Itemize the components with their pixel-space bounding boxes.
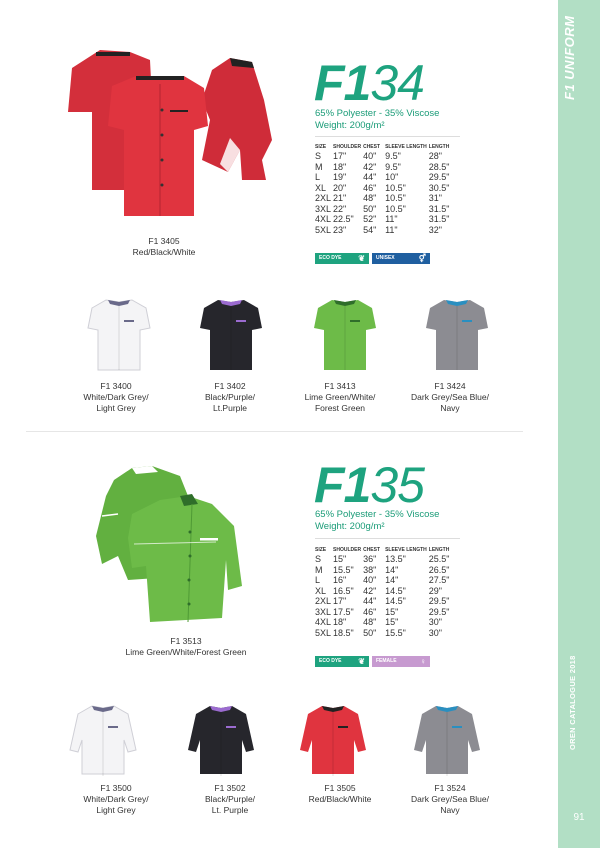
variant-caption xyxy=(282,783,398,805)
size-table-cell: 4XL xyxy=(315,617,332,627)
unisex-icon: ⚥ xyxy=(418,254,426,263)
product-code: F1 3505 xyxy=(324,783,356,793)
size-table-cell: 14.5" xyxy=(385,585,406,596)
size-table-row xyxy=(315,162,455,173)
variant-shirt-image xyxy=(186,700,256,780)
product-colors: Lime Green/White/ xyxy=(304,392,376,402)
size-table-cell: 14" xyxy=(385,564,399,575)
badge-eco-dye xyxy=(315,253,369,264)
variant-shirt-image xyxy=(298,700,368,780)
size-table-row xyxy=(315,575,455,586)
size-table-cell: 42" xyxy=(363,161,377,172)
size-table-row xyxy=(315,151,455,162)
size-table-header: SLEEVE LENGTH xyxy=(385,547,427,553)
size-table-cell: 15.5" xyxy=(333,564,354,575)
size-table-header: SHOULDER xyxy=(333,547,362,553)
product-colors: Navy xyxy=(440,805,460,815)
size-table-cell: 5XL xyxy=(315,627,332,638)
weight-text: Weight: 200g/m² xyxy=(315,119,385,131)
size-table-cell: 31.5" xyxy=(428,214,450,224)
leaf-icon: ❦ xyxy=(358,657,365,666)
divider xyxy=(315,136,460,137)
size-table-cell: 32" xyxy=(428,224,442,235)
size-table-cell: 14" xyxy=(385,575,399,585)
product-colors: Dark Grey/Sea Blue/ xyxy=(411,794,489,804)
product-code: F1 3513 xyxy=(170,636,202,646)
size-table-cell: 28" xyxy=(428,151,442,161)
size-table-cell: 54" xyxy=(363,224,377,235)
size-table-cell: 16" xyxy=(333,575,347,585)
size-table-cell: 15" xyxy=(385,606,399,617)
size-table-cell: S xyxy=(315,554,322,564)
size-table-cell: 23" xyxy=(333,224,347,235)
size-table-cell: 40" xyxy=(363,575,377,585)
leaf-icon: ❦ xyxy=(358,254,365,263)
size-table-row xyxy=(315,565,455,576)
size-table-cell: 50" xyxy=(363,203,377,214)
size-table-row xyxy=(315,183,455,194)
product-colors: Black/Purple/ xyxy=(204,794,256,804)
badge-label: ECO DYE xyxy=(319,658,342,664)
product-code: F1 3500 xyxy=(100,783,132,793)
size-table-cell: 30.5" xyxy=(428,182,450,193)
material-text: 65% Polyester - 35% Viscose xyxy=(315,108,440,119)
badge-eco-dye xyxy=(315,656,369,667)
variant-shirt-image xyxy=(68,700,138,780)
size-table-cell: 9.5" xyxy=(385,161,401,172)
product-colors: Forest Green xyxy=(314,403,366,413)
model-title-f134 xyxy=(314,55,424,111)
divider xyxy=(315,538,460,539)
size-table-cell: 10.5" xyxy=(385,193,406,203)
size-table-header: CHEST xyxy=(363,547,381,553)
size-table-cell: 30" xyxy=(428,627,442,638)
size-table-cell: 28.5" xyxy=(428,161,450,172)
size-table-cell: 17" xyxy=(333,596,347,606)
product-colors: White/Dark Grey/ xyxy=(83,392,149,402)
product-colors: Light Grey xyxy=(96,805,136,815)
product-colors: Lime Green/White/Forest Green xyxy=(125,647,247,657)
size-table-header: LENGTH xyxy=(428,547,450,553)
sidebar-title: F1 UNIFORM xyxy=(562,16,577,101)
size-table-cell: 25.5" xyxy=(428,554,450,564)
hero-caption-f13405 xyxy=(104,236,224,258)
size-table-cell: 48" xyxy=(363,193,377,203)
size-table-cell: 36" xyxy=(363,554,377,564)
size-table-cell: 10" xyxy=(385,172,399,182)
size-table-cell: 26.5" xyxy=(428,564,450,575)
size-table-header: CHEST xyxy=(363,144,381,150)
size-table-cell: 9.5" xyxy=(385,151,401,161)
product-code: F1 3402 xyxy=(214,381,246,391)
size-table-cell: 15" xyxy=(333,554,347,564)
product-colors: Light Grey xyxy=(96,403,136,413)
size-table-cell: L xyxy=(315,172,321,182)
product-code: F1 3413 xyxy=(324,381,356,391)
product-colors: Lt. Purple xyxy=(211,805,249,815)
variant-caption xyxy=(58,381,174,414)
product-colors: Lt.Purple xyxy=(212,403,248,413)
size-table-cell: 18" xyxy=(333,161,347,172)
size-table-cell: XL xyxy=(315,182,327,193)
size-table-header: SIZE xyxy=(315,547,327,553)
weight-text: Weight: 200g/m² xyxy=(315,520,385,532)
product-code: F1 3405 xyxy=(148,236,180,246)
variant-caption xyxy=(392,381,508,414)
size-table-row xyxy=(315,596,455,607)
size-table-row xyxy=(315,225,455,236)
model-title-f135 xyxy=(314,457,424,513)
size-table-cell: 22" xyxy=(333,203,347,214)
product-colors: Red/Black/White xyxy=(132,247,196,257)
variant-caption xyxy=(58,783,174,816)
product-colors: Black/Purple/ xyxy=(204,392,256,402)
size-table-cell: 20" xyxy=(333,182,347,193)
product-colors: Red/Black/White xyxy=(308,794,372,804)
size-table-row xyxy=(315,214,455,225)
sidebar-catalogue: OREN CATALOGUE 2018 xyxy=(568,655,577,750)
size-table-row xyxy=(315,628,455,639)
variant-shirt-image xyxy=(84,294,154,374)
product-code: F1 3400 xyxy=(100,381,132,391)
size-table-cell: 22.5" xyxy=(333,214,354,224)
size-table-cell: 11" xyxy=(385,224,398,235)
size-table-cell: L xyxy=(315,575,321,585)
variant-caption xyxy=(392,783,508,816)
size-table-cell: 48" xyxy=(363,617,377,627)
size-table-cell: 3XL xyxy=(315,606,332,617)
size-table-cell: 21" xyxy=(333,193,347,203)
size-table-cell: 3XL xyxy=(315,203,332,214)
size-table-header: SIZE xyxy=(315,144,327,150)
size-table-cell: 46" xyxy=(363,182,377,193)
variant-caption xyxy=(172,783,288,816)
size-table-cell: 5XL xyxy=(315,224,332,235)
badge-female xyxy=(372,656,430,667)
size-table-header: LENGTH xyxy=(428,144,450,150)
material-text: 65% Polyester - 35% Viscose xyxy=(315,509,440,520)
size-table-cell: 40" xyxy=(363,151,377,161)
size-table-cell: 17" xyxy=(333,151,347,161)
size-table-cell: 44" xyxy=(363,596,377,606)
product-colors: White/Dark Grey/ xyxy=(83,794,149,804)
size-table-row xyxy=(315,607,455,618)
size-table-cell: 11" xyxy=(385,214,398,224)
model-suffix: 34 xyxy=(370,55,424,111)
page-number: 91 xyxy=(573,812,585,823)
model-suffix: 35 xyxy=(370,457,424,513)
hero-caption-f13513 xyxy=(96,636,276,658)
product-code: F1 3424 xyxy=(434,381,466,391)
size-table-cell: 31.5" xyxy=(428,203,450,214)
product-code: F1 3502 xyxy=(214,783,246,793)
size-table-cell: 15.5" xyxy=(385,627,406,638)
size-table-row xyxy=(315,617,455,628)
size-table-cell: 38" xyxy=(363,564,377,575)
size-table-cell: 13.5" xyxy=(385,554,406,564)
hero-shirt-f13513 xyxy=(88,456,248,636)
size-table-cell: 27.5" xyxy=(428,575,450,585)
size-table-cell: S xyxy=(315,151,322,161)
size-table-f134 xyxy=(315,144,455,235)
badge-label: ECO DYE xyxy=(319,255,342,261)
size-table-cell: 29.5" xyxy=(428,606,450,617)
badge-label: FEMALE xyxy=(376,658,397,664)
section-divider xyxy=(26,431,523,432)
size-table-cell: 46" xyxy=(363,606,377,617)
variant-shirt-image xyxy=(412,700,482,780)
size-table-cell: 31" xyxy=(428,193,442,203)
size-table-cell: 10.5" xyxy=(385,203,406,214)
size-table-cell: 52" xyxy=(363,214,377,224)
variant-shirt-image xyxy=(310,294,380,374)
size-table-row xyxy=(315,193,455,204)
size-table-header: SHOULDER xyxy=(333,144,362,150)
variant-shirt-image xyxy=(196,294,266,374)
size-table-cell: 29.5" xyxy=(428,596,450,606)
variant-shirt-image xyxy=(422,294,492,374)
size-table-cell: 18" xyxy=(333,617,347,627)
size-table-row xyxy=(315,172,455,183)
size-table-cell: 17.5" xyxy=(333,606,354,617)
model-prefix: F1 xyxy=(314,55,371,111)
product-colors: Dark Grey/Sea Blue/ xyxy=(411,392,489,402)
hero-shirt-f13405 xyxy=(52,40,277,230)
size-table-row xyxy=(315,554,455,565)
size-table-cell: 19" xyxy=(333,172,347,182)
size-table-cell: XL xyxy=(315,585,327,596)
badge-label: UNISEX xyxy=(376,255,395,261)
variant-caption xyxy=(172,381,288,414)
size-table-cell: 42" xyxy=(363,585,377,596)
female-icon: ♀ xyxy=(420,657,426,666)
badge-unisex xyxy=(372,253,430,264)
size-table-cell: 18.5" xyxy=(333,627,354,638)
size-table-cell: 16.5" xyxy=(333,585,354,596)
size-table-cell: M xyxy=(315,161,323,172)
size-table-cell: 50" xyxy=(363,627,377,638)
model-prefix: F1 xyxy=(314,457,371,513)
size-table-cell: 44" xyxy=(363,172,377,182)
variant-caption xyxy=(282,381,398,414)
size-table-header: SLEEVE LENGTH xyxy=(385,144,427,150)
size-table-row xyxy=(315,586,455,597)
size-table-cell: M xyxy=(315,564,323,575)
size-table-row xyxy=(315,204,455,215)
size-table-f135 xyxy=(315,547,455,638)
size-table-cell: 30" xyxy=(428,617,442,627)
size-table-cell: 2XL xyxy=(315,193,332,203)
size-table-cell: 10.5" xyxy=(385,182,406,193)
size-table-cell: 29" xyxy=(428,585,442,596)
size-table-cell: 29.5" xyxy=(428,172,450,182)
material-info-f135 xyxy=(315,509,439,532)
product-code: F1 3524 xyxy=(434,783,466,793)
size-table-cell: 14.5" xyxy=(385,596,406,606)
material-info-f134 xyxy=(315,108,439,131)
size-table-cell: 2XL xyxy=(315,596,332,606)
size-table-cell: 4XL xyxy=(315,214,332,224)
product-colors: Navy xyxy=(440,403,460,413)
size-table-cell: 15" xyxy=(385,617,399,627)
